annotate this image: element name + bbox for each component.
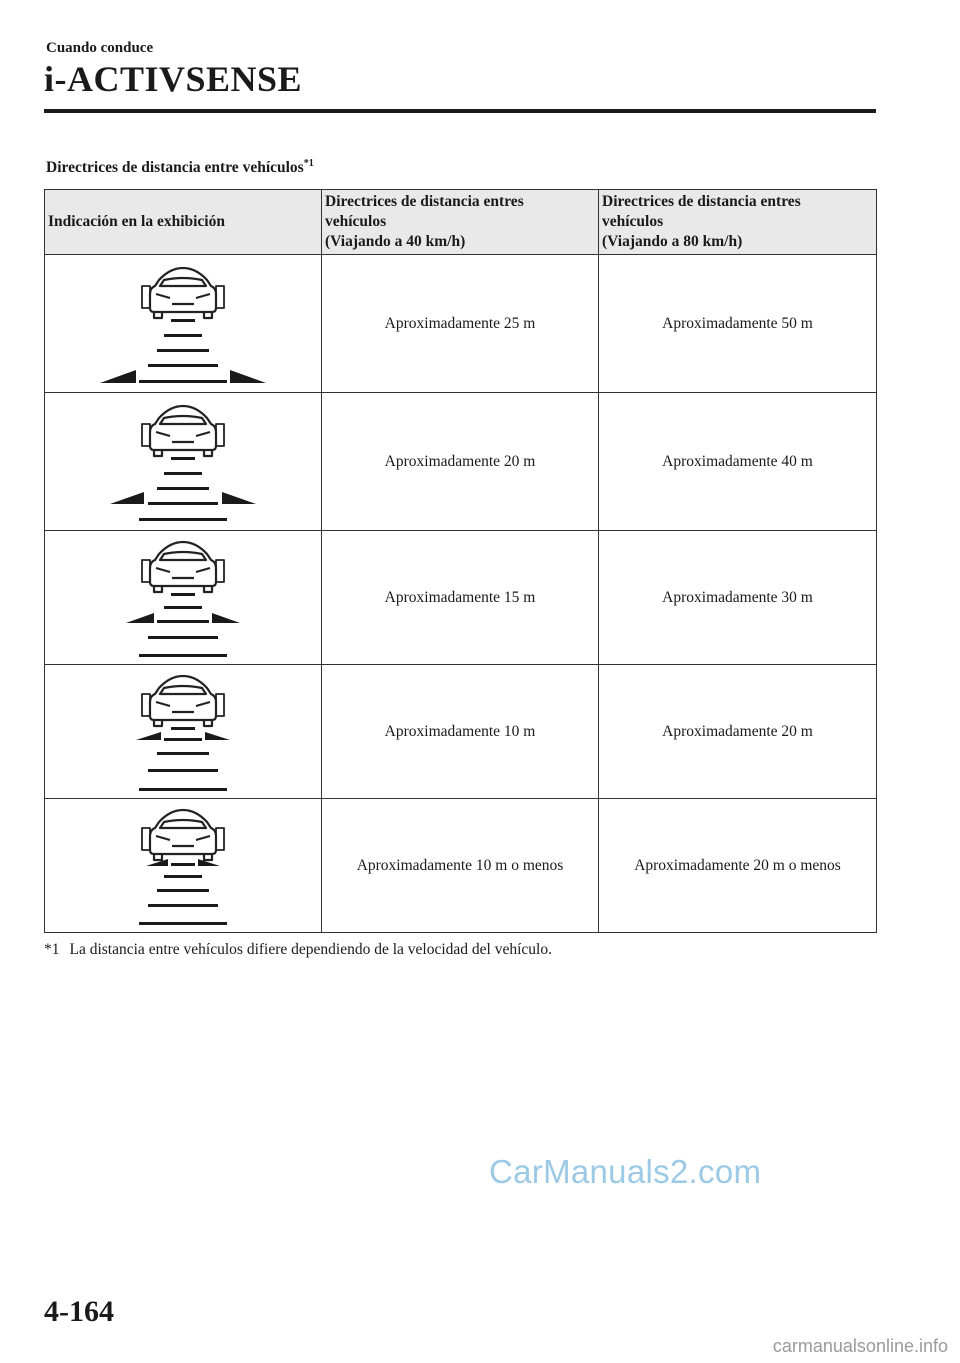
display-indicator-cell bbox=[45, 799, 322, 933]
column-header-display bbox=[45, 190, 322, 255]
distance-40kmh: Aproximadamente 15 m bbox=[322, 531, 599, 665]
distance-80kmh: Aproximadamente 50 m bbox=[599, 255, 877, 393]
distance-80kmh: Aproximadamente 20 m bbox=[599, 665, 877, 799]
distance-80kmh: Aproximadamente 20 m o menos bbox=[599, 799, 877, 933]
header-line: Indicación en la exhibición bbox=[48, 213, 225, 230]
distance-40kmh: Aproximadamente 10 m bbox=[322, 665, 599, 799]
header-divider bbox=[44, 109, 876, 113]
display-indicator-cell bbox=[45, 255, 322, 393]
distance-40kmh: Aproximadamente 10 m o menos bbox=[322, 799, 599, 933]
header-line: vehículos bbox=[602, 213, 664, 230]
distance-indicator-level-1-icon bbox=[98, 806, 268, 926]
table-row bbox=[45, 531, 877, 665]
table-row bbox=[45, 255, 877, 393]
table-caption bbox=[46, 158, 314, 177]
footnote-mark: *1 bbox=[44, 941, 60, 958]
header-line: (Viajando a 80 km/h) bbox=[602, 233, 743, 250]
distance-indicator-level-5-icon bbox=[98, 264, 268, 384]
distance-40kmh: Aproximadamente 20 m bbox=[322, 393, 599, 531]
table-header-row bbox=[45, 190, 877, 255]
display-indicator-cell bbox=[45, 531, 322, 665]
column-header-40kmh bbox=[322, 190, 599, 255]
distance-indicator-level-4-icon bbox=[98, 402, 268, 522]
header-line: vehículos bbox=[325, 213, 387, 230]
page-title: i-ACTIVSENSE bbox=[44, 59, 303, 99]
distance-80kmh: Aproximadamente 40 m bbox=[599, 393, 877, 531]
distance-40kmh: Aproximadamente 25 m bbox=[322, 255, 599, 393]
table-caption-text: Directrices de distancia entre vehículos bbox=[46, 159, 304, 177]
display-indicator-cell bbox=[45, 393, 322, 531]
table-row bbox=[45, 393, 877, 531]
footnote-text: La distancia entre vehículos difiere dependiendo de la velocidad del vehículo. bbox=[69, 941, 552, 958]
section-label: Cuando conduce bbox=[46, 40, 154, 56]
footer-site-link[interactable]: carmanualsonline.info bbox=[772, 1336, 948, 1356]
footnote bbox=[44, 941, 552, 959]
table-row bbox=[45, 799, 877, 933]
footnote-reference: *1 bbox=[303, 158, 314, 169]
header-line: Directrices de distancia entres bbox=[602, 193, 801, 210]
distance-table bbox=[44, 189, 877, 933]
distance-indicator-level-3-icon bbox=[98, 538, 268, 658]
page-number: 4-164 bbox=[44, 1295, 114, 1328]
header-line: (Viajando a 40 km/h) bbox=[325, 233, 466, 250]
display-indicator-cell bbox=[45, 665, 322, 799]
distance-80kmh: Aproximadamente 30 m bbox=[599, 531, 877, 665]
column-header-80kmh bbox=[599, 190, 877, 255]
table-row bbox=[45, 665, 877, 799]
distance-indicator-level-2-icon bbox=[98, 672, 268, 792]
watermark-link[interactable]: CarManuals2.com bbox=[489, 1153, 762, 1190]
header-line: Directrices de distancia entres bbox=[325, 193, 524, 210]
